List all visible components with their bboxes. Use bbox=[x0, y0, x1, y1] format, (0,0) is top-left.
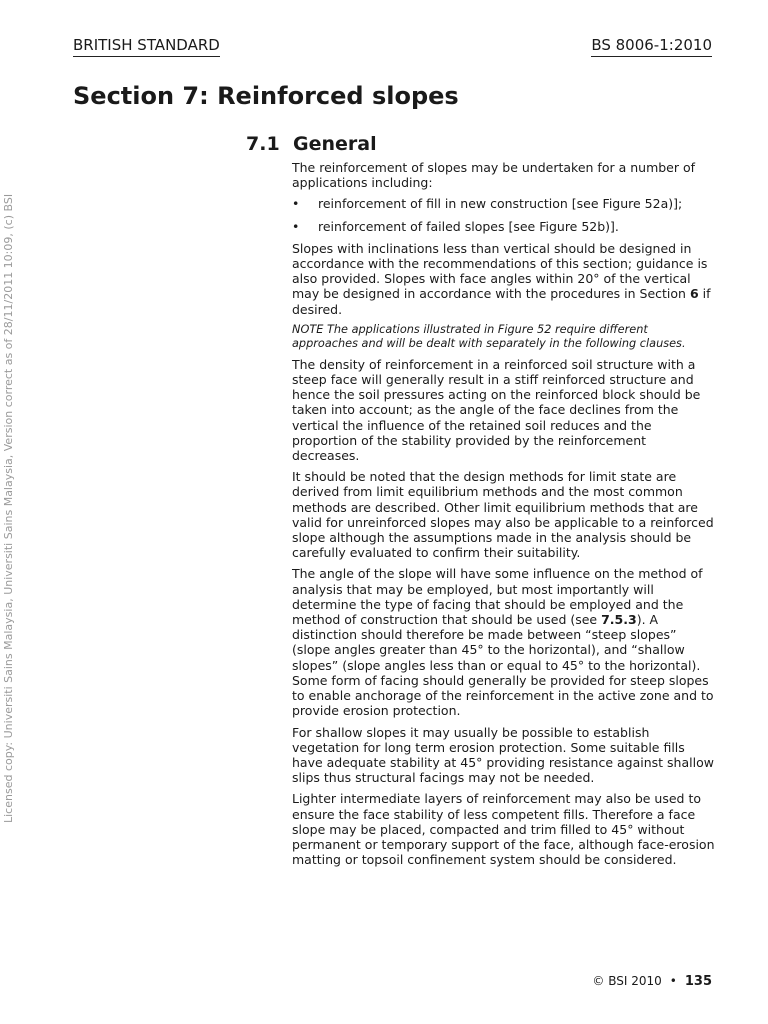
bullet-marker: • bbox=[292, 218, 300, 234]
list-item bbox=[292, 219, 716, 234]
paragraph-design-methods: It should be noted that the design methods for limit state are derived from limit equilibrium methods and the most common methods are described. Other limit equilibrium methods that are valid for unreinforced slopes may also be applicable to a reinforced slope although the assumptions made in the analysis should be carefully evaluated to confirm their suitability. bbox=[292, 469, 714, 561]
license-watermark: Licensed copy: Universiti Sains Malaysia, Universiti Sains Malaysia, Version correct as of 28/11/2011 10:09, (c) BSI bbox=[2, 193, 15, 823]
footer-copyright: © BSI 2010 bbox=[592, 974, 662, 988]
section-title: Section 7: Reinforced slopes bbox=[73, 82, 459, 110]
section-reference: 6 bbox=[689, 286, 699, 302]
applications-list bbox=[292, 196, 716, 233]
footer-separator: • bbox=[669, 974, 677, 988]
paragraph-text: The angle of the slope will have some influence on the method of analysis that may be employed, but most importantly will determine the type of facing that should be employed and the method of construction that should be used (see bbox=[292, 566, 703, 628]
paragraph-slope-angle bbox=[292, 566, 716, 718]
clause-title: General bbox=[293, 133, 377, 155]
footer bbox=[592, 973, 712, 990]
page-number: 135 bbox=[684, 974, 712, 989]
body-text bbox=[292, 160, 716, 873]
list-item-text: reinforcement of fill in new construction [see Figure 52a)]; bbox=[318, 196, 683, 212]
note: NOTE The applications illustrated in Figure 52 require different approaches and will be dealt with separately in the following clauses. bbox=[292, 322, 686, 350]
clause-reference: 7.5.3 bbox=[601, 612, 637, 628]
paragraph-intermediate-layers: Lighter intermediate layers of reinforcement may also be used to ensure the face stability of less competent fills. Therefore a face slope may be placed, compacted and trim filled to 45° without permanent or temporary support of the face, although face-erosion matting or topsoil confinement system should be considered. bbox=[292, 791, 715, 868]
list-item-text: reinforcement of failed slopes [see Figure 52b)]. bbox=[318, 218, 619, 234]
list-item bbox=[292, 196, 716, 211]
paragraph-density: The density of reinforcement in a reinforced soil structure with a steep face will generally result in a stiff reinforced structure and hence the soil pressures acting on the reinforced block should be taken into account; as the angle of the face declines from the vertical the influence of the retained soil reduces and the proportion of the stability provided by the reinforcement decreases. bbox=[292, 356, 701, 464]
paragraph-text: if desired. bbox=[292, 286, 711, 317]
clause-number: 7.1 bbox=[246, 133, 280, 155]
header-document-number: BS 8006-1:2010 bbox=[591, 36, 712, 57]
paragraph-shallow-slopes: For shallow slopes it may usually be possible to establish vegetation for long term erosion protection. Some suitable fills have adequate stability at 45° providing resistance against shallow slips thus structural facings may not be needed. bbox=[292, 724, 714, 786]
paragraph-intro: The reinforcement of slopes may be undertaken for a number of applications including: bbox=[292, 160, 696, 191]
header-standard-label: BRITISH STANDARD bbox=[73, 36, 220, 57]
paragraph-text: ). A distinction should therefore be made between “steep slopes” (slope angles greater than 45° to the horizontal), and “shallow slopes” (slope angles less than or equal to 45° to the horizontal). Some form of facing should generally be provided for steep slopes to enable anchorage of the reinforcement in the active zone and to provide erosion protection. bbox=[292, 612, 714, 719]
paragraph-text: Slopes with inclinations less than vertical should be designed in accordance with the recommendations of this section; guidance is also provided. Slopes with face angles within 20° of the vertical may be designed in accordance with the procedures in Section bbox=[292, 240, 708, 302]
paragraph-inclinations bbox=[292, 241, 716, 317]
bullet-marker: • bbox=[292, 196, 300, 212]
